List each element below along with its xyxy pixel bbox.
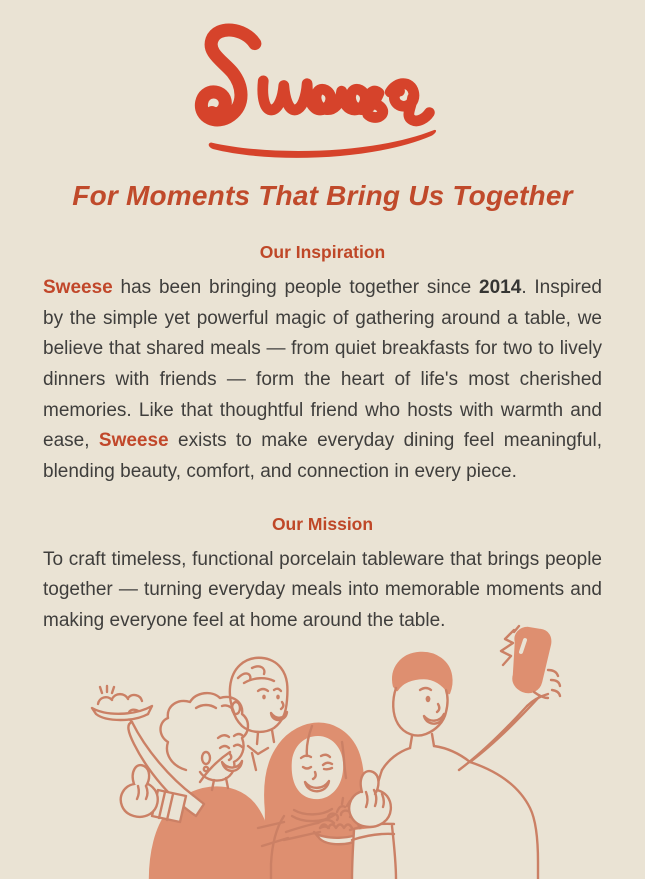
section-heading-inspiration: Our Inspiration	[259, 242, 386, 262]
brand-logo	[0, 20, 645, 166]
tagline-heading: For Moments That Bring Us Together	[72, 180, 573, 211]
mission-paragraph: To craft timeless, functional porcelain tableware that brings people together — turning everyday meals into memorable moments and making everyone feel at home around the table.	[43, 548, 602, 632]
dim-sum-plate	[92, 686, 152, 720]
back-man-figure	[200, 658, 314, 782]
right-man-figure	[371, 626, 560, 879]
thumbs-up-right	[349, 771, 396, 879]
selfie-illustration	[0, 620, 645, 879]
front-woman-figure	[258, 724, 382, 879]
spaghetti-plate	[314, 798, 364, 844]
selfie-phone	[513, 628, 550, 692]
section-heading-mission: Our Mission	[271, 513, 374, 534]
left-woman-figure	[92, 686, 270, 879]
thumbs-up-left	[121, 765, 186, 822]
sweese-script-logo-icon	[183, 20, 463, 166]
inspiration-paragraph: Sweese has been bringing people together since 2014. Inspired by the simple yet powerful magic of gathering around a table, we believe that shared meals — from quiet breakfasts for two to lively dinners with friends — form the heart of life's most cherished memories. Like that thoughtful friend who hosts with warmth and ease, Sweese exists to make everyday dining feel meaningful, blending beauty, comfort, and connection in every piece.	[43, 277, 602, 483]
